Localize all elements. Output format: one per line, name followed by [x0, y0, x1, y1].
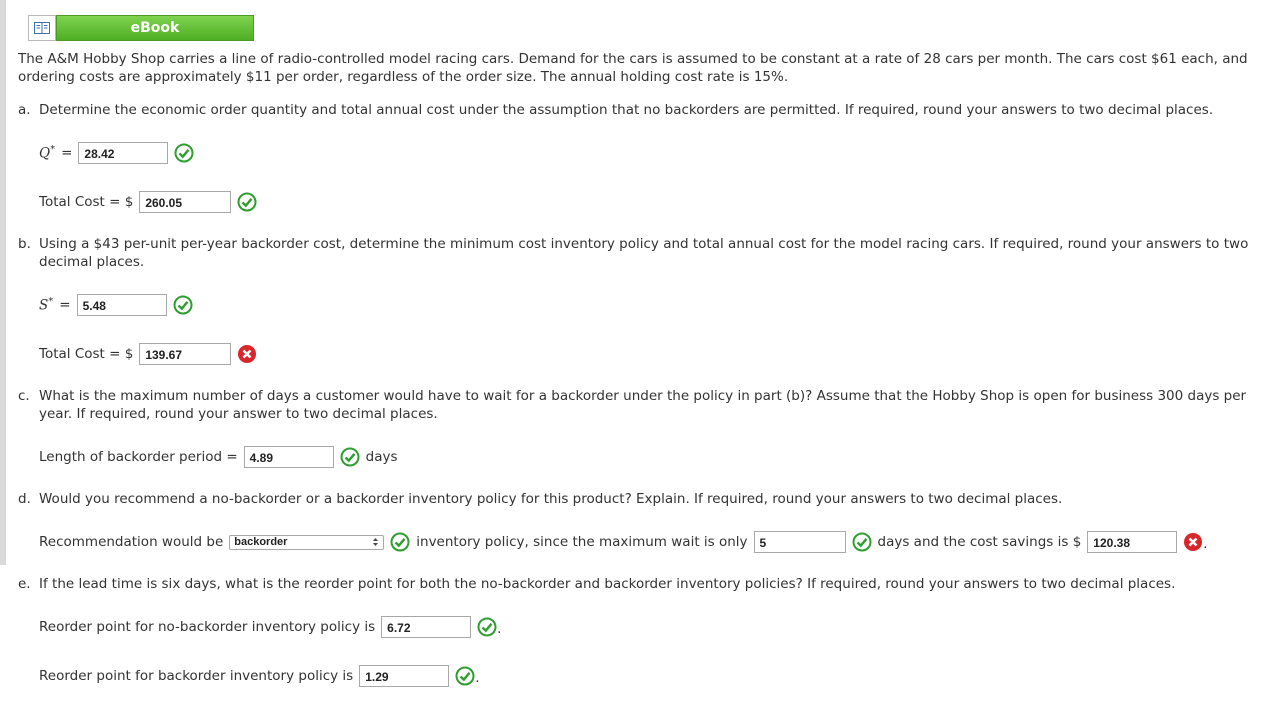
- reorder-nb-status: [477, 617, 501, 637]
- cost-savings-input[interactable]: 120.38: [1087, 531, 1177, 553]
- correct-check-icon: [174, 143, 194, 163]
- question-letter: e.: [18, 576, 31, 592]
- answer-row-reorder-b: [39, 664, 486, 688]
- end-period: .: [497, 621, 502, 637]
- correct-check-icon: [455, 666, 475, 686]
- reorder-nb-input[interactable]: 6.72: [381, 616, 471, 638]
- recommendation-middle2: days and the cost savings is $: [877, 534, 1082, 550]
- end-period: .: [1203, 536, 1208, 552]
- answer-row-cost-b: [39, 342, 263, 366]
- answer-row-s: [39, 293, 199, 317]
- policy-select-value: backorder: [234, 536, 288, 548]
- end-period: .: [475, 670, 480, 686]
- equals-sign: =: [59, 297, 71, 313]
- equals-sign: =: [61, 145, 73, 161]
- s-input[interactable]: 5.48: [77, 294, 167, 316]
- total-cost-label: Total Cost = $: [39, 194, 134, 210]
- backorder-period-label: Length of backorder period =: [39, 449, 238, 465]
- question-letter: a.: [18, 102, 31, 118]
- recommendation-middle: inventory policy, since the maximum wait is only: [416, 534, 748, 550]
- correct-check-icon: [390, 532, 410, 552]
- reorder-b-status: [455, 666, 479, 686]
- total-cost-label: Total Cost = $: [39, 346, 134, 362]
- days-unit: days: [365, 449, 398, 465]
- answer-row-backorder-period: [39, 445, 404, 469]
- question-letter: c.: [18, 388, 30, 404]
- question-text: Using a $43 per-unit per-year backorder cost, determine the minimum cost inventory policy and total annual cost for the model racing cars. If required, round your answers to two decimal places.: [39, 236, 1249, 270]
- reorder-b-input[interactable]: 1.29: [359, 665, 449, 687]
- backorder-period-input[interactable]: 4.89: [244, 446, 334, 468]
- question-text: What is the maximum number of days a customer would have to wait for a backorder under the policy in part (b)? Assume that the Hobby Shop is open for business 300 days per year. If required, round your answer to two decimal places.: [39, 388, 1247, 422]
- correct-check-icon: [340, 447, 360, 467]
- policy-select[interactable]: [229, 535, 384, 550]
- answer-row-reorder-nb: [39, 615, 507, 639]
- answer-row-q: [39, 141, 200, 165]
- total-cost-input[interactable]: 139.67: [139, 343, 231, 365]
- incorrect-x-icon: [1183, 532, 1203, 552]
- correct-check-icon: [173, 295, 193, 315]
- question-letter: b.: [18, 236, 31, 252]
- ebook-widget[interactable]: [28, 15, 254, 41]
- total-cost-input[interactable]: 260.05: [139, 191, 231, 213]
- savings-status: [1183, 532, 1207, 552]
- incorrect-x-icon: [237, 344, 257, 364]
- answer-row-cost-a: [39, 190, 263, 214]
- max-wait-input[interactable]: 5: [754, 531, 846, 553]
- question-text: Determine the economic order quantity and total annual cost under the assumption that no backorders are permitted. If required, round your answers to two decimal places.: [39, 102, 1214, 118]
- correct-check-icon: [852, 532, 872, 552]
- select-updown-icon: [372, 537, 379, 547]
- question-letter: d.: [18, 491, 31, 507]
- ebook-button[interactable]: eBook: [56, 15, 254, 41]
- q-input[interactable]: 28.42: [78, 142, 168, 164]
- question-text: Would you recommend a no-backorder or a backorder inventory policy for this product? Explain. If required, round your answers to two decimal places.: [39, 491, 1063, 507]
- q-star-label: Q*: [39, 144, 56, 162]
- book-icon[interactable]: [28, 15, 56, 41]
- s-star-label: S*: [39, 296, 54, 314]
- question-text: If the lead time is six days, what is the reorder point for both the no-backorder and backorder inventory policies? If required, round your answers to two decimal places.: [39, 576, 1176, 592]
- correct-check-icon: [237, 192, 257, 212]
- answer-row-recommendation: [39, 530, 1214, 554]
- left-scroll-edge: [0, 0, 6, 565]
- correct-check-icon: [477, 617, 497, 637]
- reorder-b-label: Reorder point for backorder inventory policy is: [39, 668, 354, 684]
- reorder-nb-label: Reorder point for no-backorder inventory policy is: [39, 619, 376, 635]
- problem-intro: The A&M Hobby Shop carries a line of radio-controlled model racing cars. Demand for the cars is assumed to be constant at a rate of 28 cars per month. The cars cost $61 each, and ordering costs are approximately $11 per order, regardless of the order size. The annual holding cost rate is 15%.: [18, 51, 1248, 85]
- recommendation-prefix: Recommendation would be: [39, 534, 224, 550]
